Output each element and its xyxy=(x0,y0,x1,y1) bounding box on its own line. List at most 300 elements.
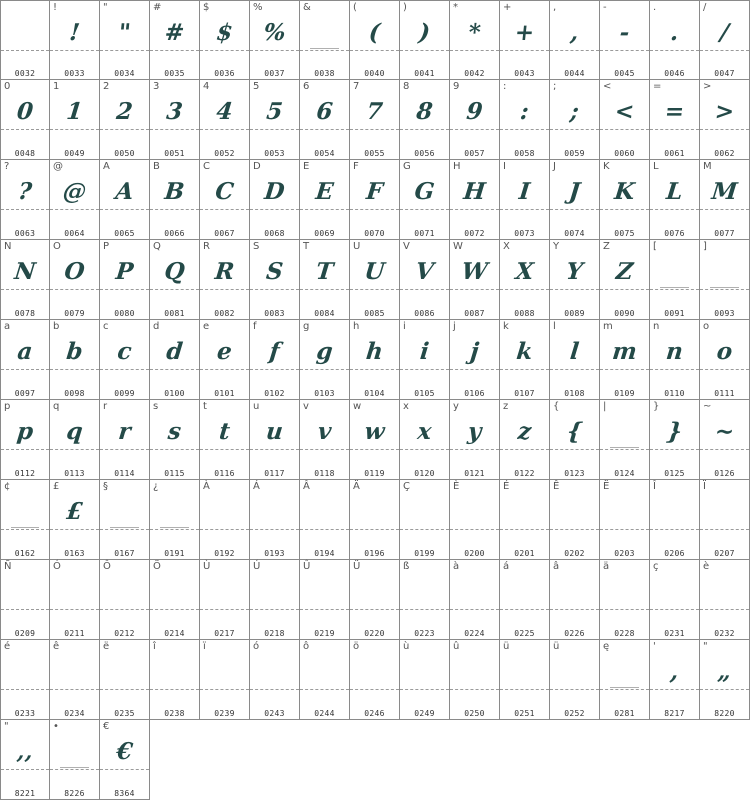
glyph-sample xyxy=(498,494,551,530)
baseline-divider xyxy=(150,50,199,51)
baseline-divider xyxy=(250,689,299,690)
glyph-sample: 3 xyxy=(165,98,184,125)
baseline-divider xyxy=(500,529,549,530)
char-code: 0051 xyxy=(164,149,185,158)
char-code: 0085 xyxy=(364,309,385,318)
glyph-sample xyxy=(598,414,651,450)
char-label: 6 xyxy=(303,81,310,92)
glyph-cell xyxy=(50,0,100,80)
glyph-sample: X xyxy=(514,258,535,285)
glyph-cell xyxy=(400,480,450,560)
glyph-sample xyxy=(398,494,451,530)
glyph-sample xyxy=(248,654,301,690)
char-code: 0122 xyxy=(514,469,535,478)
baseline-divider xyxy=(1,369,49,370)
glyph-sample xyxy=(0,654,51,690)
char-label: p xyxy=(4,401,11,412)
char-code: 0123 xyxy=(564,469,585,478)
char-code: 0033 xyxy=(64,69,85,78)
empty-glyph-mark xyxy=(110,527,139,528)
char-code: 0091 xyxy=(664,309,685,318)
baseline-divider xyxy=(50,689,99,690)
char-code: 0218 xyxy=(264,629,285,638)
char-code: 0107 xyxy=(514,389,535,398)
char-label: ' xyxy=(653,641,656,652)
glyph-sample: T xyxy=(314,258,335,285)
char-code: 0118 xyxy=(314,469,335,478)
char-code: 0231 xyxy=(664,629,685,638)
char-code: 0203 xyxy=(614,549,635,558)
empty-glyph-mark xyxy=(160,527,189,528)
char-code: 0115 xyxy=(164,469,185,478)
char-label: ê xyxy=(53,641,60,652)
glyph-sample: , xyxy=(569,19,580,46)
glyph-sample xyxy=(548,574,601,610)
char-code: 0073 xyxy=(514,229,535,238)
baseline-divider xyxy=(550,289,599,290)
glyph-sample: b xyxy=(65,338,85,365)
char-code: 8226 xyxy=(64,789,85,798)
glyph-sample: f xyxy=(268,338,281,365)
char-code: 0070 xyxy=(364,229,385,238)
glyph-cell xyxy=(600,160,650,240)
char-label: ~ xyxy=(703,401,712,412)
char-label: / xyxy=(703,2,707,13)
char-code: 0243 xyxy=(264,709,285,718)
char-label: { xyxy=(553,401,560,412)
char-code: 0201 xyxy=(514,549,535,558)
char-code: 0116 xyxy=(214,469,235,478)
char-label: F xyxy=(353,161,359,172)
char-label: w xyxy=(353,401,362,412)
char-code: 8364 xyxy=(114,789,135,798)
glyph-cell xyxy=(100,240,150,320)
glyph-cell xyxy=(300,320,350,400)
char-code: 0250 xyxy=(464,709,485,718)
glyph-cell xyxy=(450,160,500,240)
char-label: ß xyxy=(403,561,410,572)
char-label: & xyxy=(303,2,311,13)
char-label: Ë xyxy=(603,481,610,492)
char-label: L xyxy=(653,161,659,172)
char-code: 0052 xyxy=(214,149,235,158)
glyph-cell xyxy=(200,560,250,640)
baseline-divider xyxy=(700,689,749,690)
char-code: 0060 xyxy=(614,149,635,158)
baseline-divider xyxy=(350,289,399,290)
baseline-divider xyxy=(650,449,699,450)
char-label: | xyxy=(603,401,607,412)
char-code: 0207 xyxy=(714,549,735,558)
glyph-sample xyxy=(298,15,351,51)
char-code: 0100 xyxy=(164,389,185,398)
glyph-sample: q xyxy=(65,418,85,445)
glyph-cell xyxy=(600,0,650,80)
char-label: " xyxy=(703,641,708,652)
baseline-divider xyxy=(50,129,99,130)
baseline-divider xyxy=(250,609,299,610)
glyph-cell xyxy=(100,80,150,160)
baseline-divider xyxy=(100,50,149,51)
glyph-cell xyxy=(300,400,350,480)
baseline-divider xyxy=(300,449,349,450)
glyph-cell xyxy=(350,560,400,640)
baseline-divider xyxy=(100,289,149,290)
char-label: 7 xyxy=(353,81,360,92)
char-label: y xyxy=(453,401,459,412)
glyph-cell xyxy=(300,160,350,240)
glyph-sample: Y xyxy=(564,258,585,285)
glyph-sample xyxy=(298,574,351,610)
glyph-sample xyxy=(598,494,651,530)
glyph-sample xyxy=(348,494,401,530)
char-code: 0114 xyxy=(114,469,135,478)
char-code: 0103 xyxy=(314,389,335,398)
glyph-cell xyxy=(500,0,550,80)
glyph-cell xyxy=(350,320,400,400)
baseline-divider xyxy=(50,369,99,370)
char-code: 0084 xyxy=(314,309,335,318)
glyph-cell xyxy=(450,0,500,80)
glyph-cell xyxy=(450,240,500,320)
glyph-sample: C xyxy=(213,178,236,205)
char-code: 0050 xyxy=(114,149,135,158)
char-label: € xyxy=(103,721,110,732)
glyph-sample xyxy=(98,654,151,690)
glyph-cell xyxy=(50,160,100,240)
baseline-divider xyxy=(50,529,99,530)
char-label: 4 xyxy=(203,81,210,92)
baseline-divider xyxy=(200,209,249,210)
glyph-sample xyxy=(698,494,751,530)
char-label: B xyxy=(153,161,160,172)
baseline-divider xyxy=(450,209,499,210)
glyph-sample: " xyxy=(117,19,132,46)
char-code: 0104 xyxy=(364,389,385,398)
glyph-cell xyxy=(500,400,550,480)
glyph-cell xyxy=(350,80,400,160)
baseline-divider xyxy=(450,50,499,51)
glyph-cell xyxy=(200,80,250,160)
char-code: 0233 xyxy=(14,709,36,718)
char-code: 0065 xyxy=(114,229,135,238)
char-label: D xyxy=(253,161,261,172)
char-code: 0281 xyxy=(614,709,635,718)
glyph-cell xyxy=(250,400,300,480)
char-code: 0043 xyxy=(514,69,535,78)
char-label: r xyxy=(103,401,108,412)
char-code: 8220 xyxy=(714,709,735,718)
char-code: 0075 xyxy=(614,229,635,238)
char-code: 0036 xyxy=(214,69,235,78)
baseline-divider xyxy=(500,209,549,210)
char-label: < xyxy=(603,81,612,92)
glyph-sample: @ xyxy=(61,178,88,205)
glyph-sample xyxy=(48,734,101,770)
glyph-cell xyxy=(200,320,250,400)
glyph-sample: K xyxy=(613,178,636,205)
glyph-sample: R xyxy=(213,258,236,285)
char-label: ( xyxy=(353,2,357,13)
baseline-divider xyxy=(1,449,49,450)
glyph-sample: V xyxy=(414,258,435,285)
glyph-sample: Z xyxy=(614,258,635,285)
glyph-sample: I xyxy=(517,178,532,205)
char-code: 0126 xyxy=(714,469,735,478)
baseline-divider xyxy=(350,369,399,370)
baseline-divider xyxy=(400,129,449,130)
glyph-cell xyxy=(700,400,750,480)
char-code: 8221 xyxy=(14,789,36,798)
glyph-cell xyxy=(350,480,400,560)
glyph-cell xyxy=(650,240,700,320)
char-code: 0212 xyxy=(114,629,135,638)
char-code: 0101 xyxy=(214,389,235,398)
glyph-cell xyxy=(400,640,450,720)
baseline-divider xyxy=(600,369,649,370)
char-code: 0196 xyxy=(364,549,385,558)
char-code: 0200 xyxy=(464,549,485,558)
char-label: E xyxy=(303,161,310,172)
char-code: 0220 xyxy=(364,629,385,638)
char-label: ü xyxy=(553,641,560,652)
char-label: Ç xyxy=(403,481,410,492)
char-label: Á xyxy=(253,481,260,492)
glyph-sample: 9 xyxy=(465,98,484,125)
glyph-cell xyxy=(500,480,550,560)
glyph-sample xyxy=(98,574,151,610)
char-code: 0041 xyxy=(414,69,435,78)
baseline-divider xyxy=(550,50,599,51)
char-label: ä xyxy=(603,561,610,572)
glyph-sample: x xyxy=(416,418,433,445)
char-label: Y xyxy=(553,241,560,252)
char-code: 0037 xyxy=(264,69,285,78)
char-label: ¢ xyxy=(4,481,11,492)
char-label: ó xyxy=(253,641,260,652)
char-code: 0232 xyxy=(714,629,735,638)
baseline-divider xyxy=(250,209,299,210)
glyph-cell xyxy=(0,240,50,320)
baseline-divider xyxy=(50,769,99,770)
baseline-divider xyxy=(700,50,749,51)
glyph-cell xyxy=(400,320,450,400)
char-code: 0099 xyxy=(114,389,135,398)
char-label: . xyxy=(653,2,657,13)
baseline-divider xyxy=(700,129,749,130)
char-label: T xyxy=(303,241,310,252)
glyph-cell xyxy=(150,0,200,80)
char-label: Ù xyxy=(203,561,211,572)
empty-glyph-mark xyxy=(610,447,639,448)
char-code: 0078 xyxy=(14,309,36,318)
glyph-sample: o xyxy=(715,338,734,365)
glyph-cell xyxy=(700,560,750,640)
char-label: • xyxy=(53,721,59,732)
glyph-cell xyxy=(200,640,250,720)
glyph-cell xyxy=(450,640,500,720)
baseline-divider xyxy=(200,529,249,530)
baseline-divider xyxy=(150,529,199,530)
char-label: ô xyxy=(303,641,310,652)
char-label: ? xyxy=(4,161,10,172)
baseline-divider xyxy=(650,289,699,290)
glyph-cell xyxy=(600,400,650,480)
glyph-sample: y xyxy=(466,418,483,445)
char-code: 0079 xyxy=(64,309,85,318)
char-code: 0071 xyxy=(414,229,435,238)
baseline-divider xyxy=(50,289,99,290)
glyph-sample: A xyxy=(114,178,135,205)
glyph-cell xyxy=(500,160,550,240)
glyph-cell xyxy=(450,560,500,640)
char-label: Ô xyxy=(103,561,111,572)
char-code: 0032 xyxy=(14,69,36,78)
char-code: 0119 xyxy=(364,469,385,478)
baseline-divider xyxy=(100,129,149,130)
char-label: - xyxy=(603,2,607,13)
glyph-sample: d xyxy=(165,338,185,365)
glyph-sample xyxy=(698,574,751,610)
glyph-cell xyxy=(0,560,50,640)
char-label: k xyxy=(503,321,509,332)
glyph-cell xyxy=(150,160,200,240)
baseline-divider xyxy=(400,609,449,610)
char-code: 0217 xyxy=(214,629,235,638)
glyph-sample: h xyxy=(364,338,385,365)
char-label: t xyxy=(203,401,207,412)
baseline-divider xyxy=(50,449,99,450)
char-label: c xyxy=(103,321,109,332)
char-code: 0106 xyxy=(464,389,485,398)
char-code: 0211 xyxy=(64,629,85,638)
glyph-sample: g xyxy=(315,338,335,365)
glyph-cell xyxy=(50,640,100,720)
char-code: 0117 xyxy=(264,469,285,478)
baseline-divider xyxy=(550,449,599,450)
char-label: 1 xyxy=(53,81,60,92)
char-code: 0083 xyxy=(264,309,285,318)
glyph-cell xyxy=(650,320,700,400)
glyph-cell xyxy=(500,560,550,640)
char-label: Â xyxy=(303,481,310,492)
glyph-sample xyxy=(648,574,701,610)
char-label: U xyxy=(353,241,361,252)
glyph-sample xyxy=(198,654,251,690)
char-label: â xyxy=(553,561,560,572)
glyph-cell xyxy=(600,240,650,320)
glyph-sample xyxy=(648,254,701,290)
char-code: 0224 xyxy=(464,629,485,638)
char-label: è xyxy=(703,561,710,572)
baseline-divider xyxy=(200,50,249,51)
glyph-cell xyxy=(250,480,300,560)
baseline-divider xyxy=(1,129,49,130)
glyph-cell xyxy=(400,0,450,80)
baseline-divider xyxy=(600,50,649,51)
baseline-divider xyxy=(300,289,349,290)
char-code: 0246 xyxy=(364,709,385,718)
baseline-divider xyxy=(500,609,549,610)
char-label: b xyxy=(53,321,60,332)
char-label: g xyxy=(303,321,310,332)
glyph-cell xyxy=(50,400,100,480)
glyph-cell xyxy=(300,0,350,80)
baseline-divider xyxy=(650,369,699,370)
baseline-divider xyxy=(550,529,599,530)
glyph-sample xyxy=(348,654,401,690)
baseline-divider xyxy=(450,529,499,530)
baseline-divider xyxy=(300,369,349,370)
baseline-divider xyxy=(1,209,49,210)
glyph-sample: v xyxy=(316,418,333,445)
char-code: 0035 xyxy=(164,69,185,78)
glyph-cell xyxy=(400,160,450,240)
char-label: O xyxy=(53,241,61,252)
char-code: 0249 xyxy=(414,709,435,718)
char-label: ! xyxy=(53,2,58,13)
glyph-sample: = xyxy=(663,98,686,125)
glyph-sample: - xyxy=(618,19,631,46)
baseline-divider xyxy=(1,289,49,290)
baseline-divider xyxy=(650,529,699,530)
glyph-cell xyxy=(250,640,300,720)
baseline-divider xyxy=(550,369,599,370)
glyph-cell xyxy=(550,400,600,480)
char-code: 0124 xyxy=(614,469,635,478)
char-label: * xyxy=(453,2,458,13)
glyph-sample: M xyxy=(710,178,739,205)
baseline-divider xyxy=(300,609,349,610)
glyph-cell xyxy=(600,560,650,640)
glyph-sample: ‚‚ xyxy=(15,738,35,765)
char-label: $ xyxy=(203,2,210,13)
glyph-sample: J xyxy=(567,178,582,205)
glyph-sample: r xyxy=(117,418,133,445)
char-code: 0093 xyxy=(714,309,735,318)
baseline-divider xyxy=(50,209,99,210)
glyph-cell xyxy=(250,560,300,640)
glyph-cell xyxy=(250,80,300,160)
char-code: 0225 xyxy=(514,629,535,638)
baseline-divider xyxy=(650,609,699,610)
baseline-divider xyxy=(150,369,199,370)
glyph-cell xyxy=(500,640,550,720)
baseline-divider xyxy=(500,449,549,450)
baseline-divider xyxy=(150,209,199,210)
char-label: R xyxy=(203,241,210,252)
char-label: á xyxy=(503,561,510,572)
glyph-sample: ; xyxy=(568,98,581,125)
glyph-cell xyxy=(600,480,650,560)
char-label: # xyxy=(153,2,162,13)
baseline-divider xyxy=(1,609,49,610)
glyph-cell xyxy=(550,240,600,320)
char-label: ¿ xyxy=(153,481,159,492)
baseline-divider xyxy=(100,689,149,690)
glyph-cell xyxy=(450,80,500,160)
char-code: 0191 xyxy=(164,549,185,558)
char-label: § xyxy=(103,481,108,492)
baseline-divider xyxy=(350,129,399,130)
char-code: 0234 xyxy=(64,709,85,718)
char-code: 0113 xyxy=(64,469,85,478)
char-label: j xyxy=(453,321,456,332)
glyph-sample xyxy=(448,494,501,530)
char-label: Ä xyxy=(353,481,360,492)
glyph-cell xyxy=(350,240,400,320)
char-label: ù xyxy=(403,641,410,652)
